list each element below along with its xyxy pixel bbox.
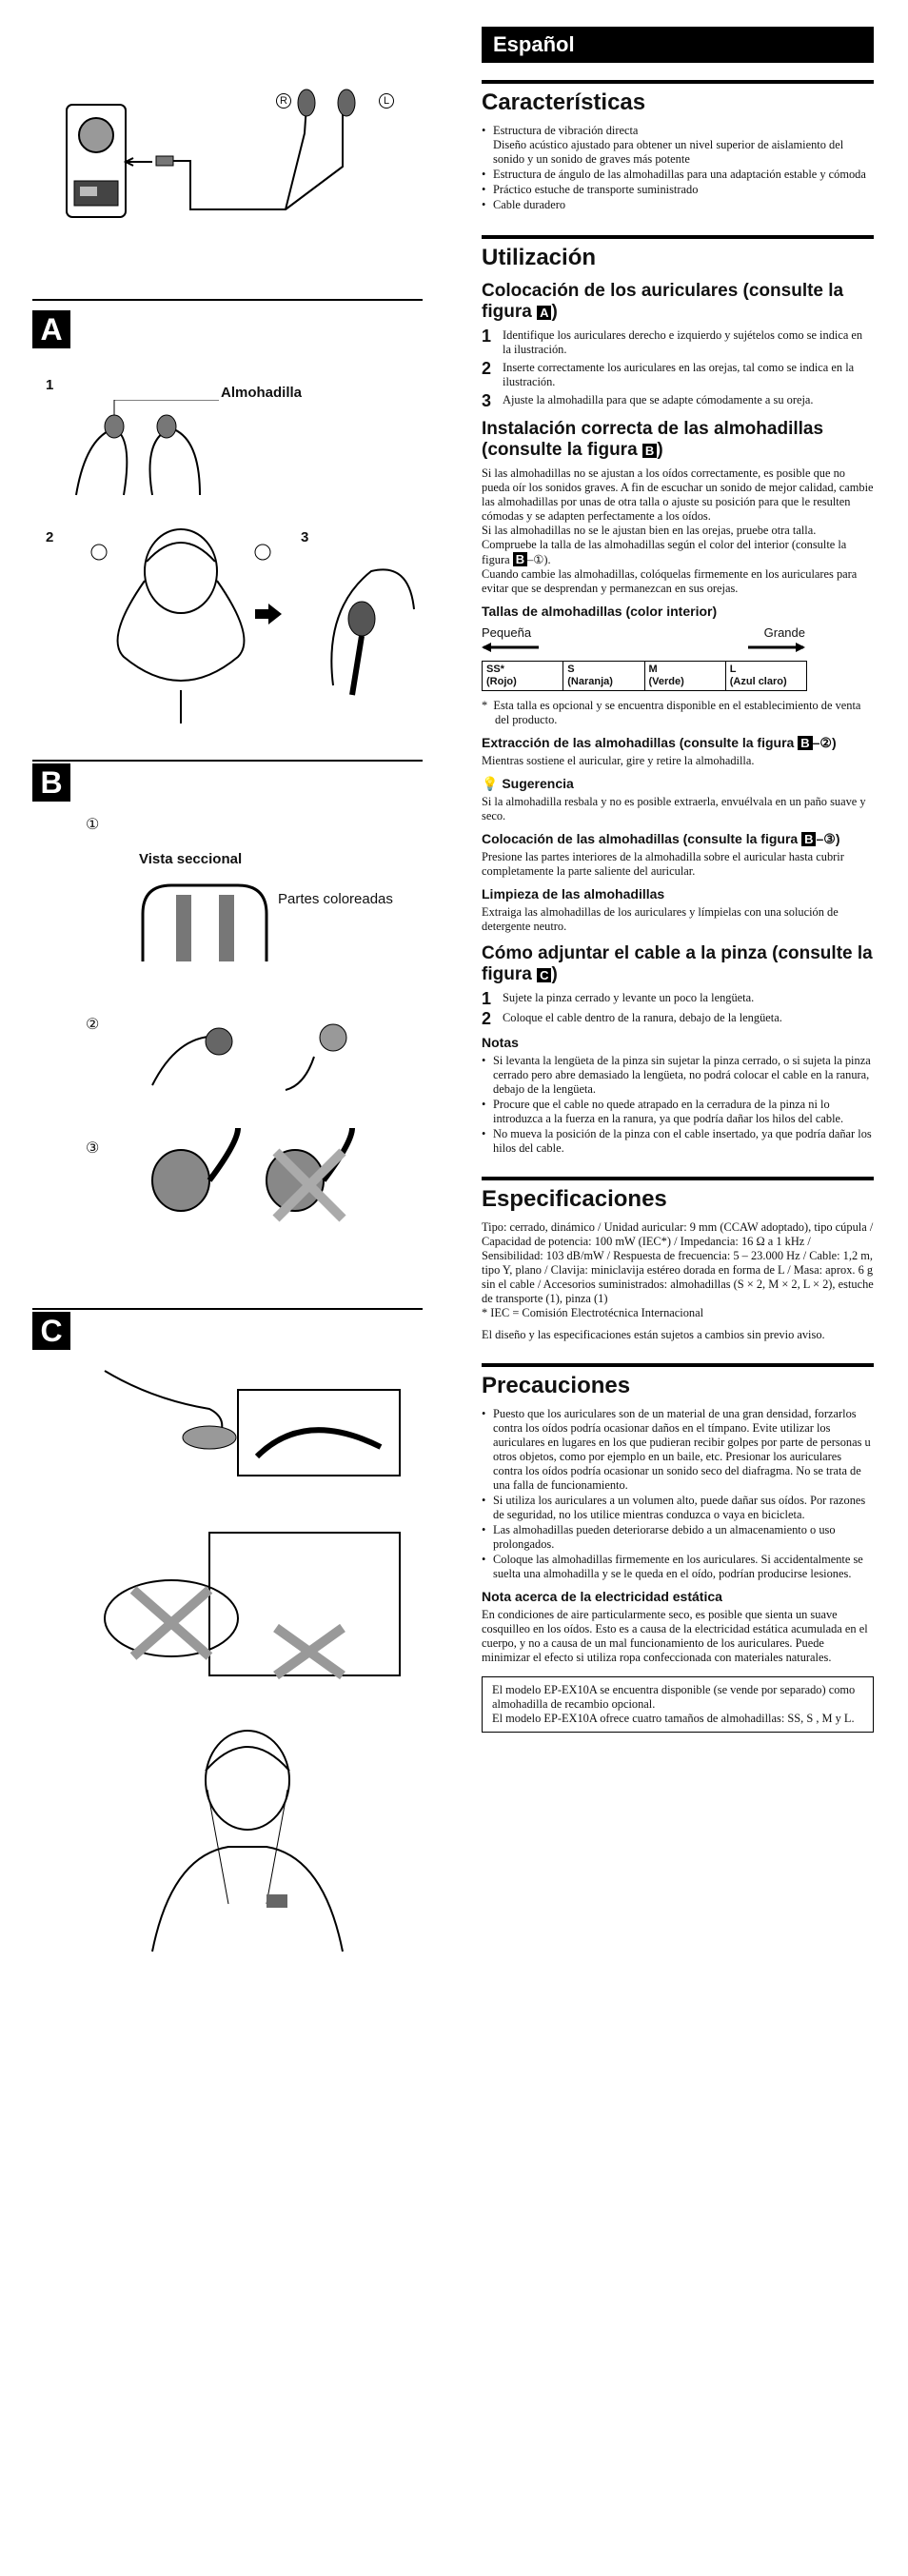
list-item xyxy=(482,124,874,167)
rule-especificaciones xyxy=(482,1177,874,1180)
list-item: • Puesto que los auriculares son de un material de una gran densidad, forzarlos contra los oídos podría ocasionar daños en el tímpano. Evite utilizar los auriculares en lugares en los que pudieran recibir golpes por parte de personas u otros objetos, como por ejemplo en un baile, etc. Presionar los auriculares contra los oídos podría ocasionar un sonido seco del diafragma. No se trata de una falla de funcionamiento. xyxy=(482,1407,874,1493)
step-number: 1 xyxy=(482,327,492,346)
size-color: (Rojo) xyxy=(486,676,517,687)
arrow-right-icon xyxy=(255,604,282,624)
step-item xyxy=(482,1011,874,1027)
step-item xyxy=(482,361,874,389)
figure-ref-b: B xyxy=(642,444,657,458)
step-number: 2 xyxy=(482,1009,492,1028)
step-b2: ② xyxy=(86,1017,100,1033)
lightbulb-icon: 💡 xyxy=(482,776,499,791)
list-item: • Las almohadillas pueden deteriorarse debido a un almacenamiento o uso prolongados. xyxy=(482,1523,874,1552)
large-label: Grande xyxy=(763,625,805,640)
list-item: • Si levanta la lengüeta de la pinza sin sujetar la pinza cerrado, o si sujeta la pinza cerrado pero abre demasiado la lengüeta, no podrá colocar el cable en la ranura, debajo de la lengüeta. xyxy=(482,1054,874,1097)
notas-list xyxy=(482,1054,874,1156)
sugerencia-title xyxy=(482,776,874,792)
size-cell xyxy=(483,662,563,690)
left-mark: L xyxy=(379,93,394,109)
step-b3: ③ xyxy=(86,1140,100,1157)
language-banner: Español xyxy=(482,27,874,63)
illustrations-column xyxy=(0,0,447,2576)
step-text: Coloque el cable dentro de la ranura, debajo de la lengüeta. xyxy=(503,1011,782,1024)
list-item: • Estructura de ángulo de las almohadillas para una adaptación estable y cómoda xyxy=(482,168,874,182)
section-b-rule xyxy=(32,760,423,762)
colocacion-almo-text: Presione las partes interiores de la almohadilla sobre el auricular hasta cubrir completamente la parte saliente del auricular. xyxy=(482,850,844,878)
size-code: M xyxy=(648,664,658,675)
limpieza-title: Limpieza de las almohadillas xyxy=(482,886,665,902)
p2-tail: –①). xyxy=(527,553,551,566)
figure-a3-ear xyxy=(314,552,419,704)
figure-ref-b: B xyxy=(801,832,816,846)
list-item: • Cable duradero xyxy=(482,198,874,212)
precauciones-list xyxy=(482,1407,874,1581)
note-line: El modelo EP-EX10A se encuentra disponible (se vende por separado) como almohadilla de recambio opcional. xyxy=(492,1683,856,1711)
tallas-title: Tallas de almohadillas (color interior) xyxy=(482,604,718,619)
size-cell xyxy=(645,662,726,690)
list-item: • Coloque las almohadillas firmemente en los auriculares. Si accidentalmente se suelta una almohadilla y se le queda en el oído, podrían producirse lesiones. xyxy=(482,1553,874,1581)
section-a-rule xyxy=(32,299,423,301)
estatica-text: En condiciones de aire particularmente seco, es posible que sienta un suave cosquilleo en los oídos. Esto es a causa de la electricidad estática acumulada en el cuerpo, y no a causa de un mal funcionamiento de los auriculares. Puede minimizar el efecto si utiliza ropa confeccionada con materiales naturales. xyxy=(482,1608,868,1664)
design-note: El diseño y las especificaciones están sujetos a cambios sin previo aviso. xyxy=(482,1328,825,1341)
figure-ref-a: A xyxy=(537,306,551,320)
size-color: (Verde) xyxy=(648,676,684,687)
figure-ref-b: B xyxy=(798,736,812,750)
right-mark: R xyxy=(276,93,291,109)
figure-c2-cable xyxy=(95,1514,409,1685)
list-item: • Procure que el cable no quede atrapado en la cerradura de la pinza ni lo introduzca a la fuerza en la ranura, ya que podría dañar los hilos del cable. xyxy=(482,1098,874,1126)
figure-a1-hands xyxy=(57,400,219,505)
colocacion-title-text: Colocación de los auriculares (consulte la figura xyxy=(482,281,844,322)
footnote-text: Esta talla es opcional y se encuentra disponible en el establecimiento de venta del producto. xyxy=(493,699,861,726)
list-item-text: Diseño acústico ajustado para obtener un nivel superior de aislamiento del sonido y un sonido de graves más potente xyxy=(493,138,844,166)
step-text: Identifique los auriculares derecho e izquierdo y sujételos como se indica en la ilustración. xyxy=(503,328,863,356)
step-text: Inserte correctamente los auriculares en las orejas, tal como se indica en la ilustración. xyxy=(503,361,855,388)
figure-c3-wearing xyxy=(133,1714,362,1961)
pinza-steps xyxy=(482,991,874,1027)
colocacion-almo-title xyxy=(482,831,874,847)
figure-c1-clip xyxy=(95,1352,409,1485)
earpiece-label: Almohadilla xyxy=(221,385,303,401)
step-a2: 2 xyxy=(46,529,54,545)
figure-ref-c: C xyxy=(537,968,551,982)
text-column xyxy=(482,27,874,1733)
size-table xyxy=(482,661,807,691)
size-arrows-icon xyxy=(482,643,805,652)
step-item xyxy=(482,393,874,409)
instalacion-p3: Cuando cambie las almohadillas, colóquelas firmemente en los auriculares para evitar que se desprendan y permanezcan en sus orejas. xyxy=(482,567,858,595)
caracteristicas-title: Características xyxy=(482,89,646,115)
size-code: SS* xyxy=(486,664,504,675)
rule-precauciones xyxy=(482,1363,874,1367)
limpieza-text: Extraiga las almohadillas de los auriculares y límpielas con una solución de detergente neutro. xyxy=(482,905,839,933)
size-footnote: * Esta talla es opcional y se encuentra disponible en el establecimiento de venta del producto. xyxy=(482,699,861,726)
especificaciones-title: Especificaciones xyxy=(482,1186,667,1212)
step-item xyxy=(482,991,874,1007)
instalacion-p1: Si las almohadillas no se ajustan a los oídos correctamente, es posible que no pueda oír los sonidos graves. A fin de escuchar un sonido de mejor calidad, cambie las almohadillas por unas de otra talla o ajuste su posición para que le resulten cómodas y se adapten perfectamente a los oídos. xyxy=(482,466,874,523)
product-illustration xyxy=(57,76,419,228)
note-line: El modelo EP-EX10A ofrece cuatro tamaños de almohadillas: SS, S , M y L. xyxy=(492,1712,855,1725)
title-tail: –③) xyxy=(816,831,840,846)
especificaciones-text: Tipo: cerrado, dinámico / Unidad auricular: 9 mm (CCAW adoptado), tipo cúpula / Capacidad de potencia: 100 mW (IEC*) / Impedancia: 16 Ω a 1 kHz / Sensibilidad: 103 dB/mW / Respuesta de frecuencia: 5 – 23.000 Hz / Cable: 1,2 m, tipo Y, plano / Clavija: miniclavija estéreo dorada en forma de L / Masa: aprox. 6 g sin el cable / Accesorios suministrados: almohadillas (S × 2, M × 2, L × 2), estuche de transporte (1), pinza (1) xyxy=(482,1220,874,1305)
instalacion-title-text: Instalación correcta de las almohadillas (consulte la figura xyxy=(482,419,824,460)
replacement-note-box xyxy=(482,1676,874,1733)
colocacion-almo-title-text: Colocación de las almohadillas (consulte la figura xyxy=(482,831,799,846)
figure-b3-attach xyxy=(133,1123,381,1238)
size-cell xyxy=(563,662,644,690)
step-a3: 3 xyxy=(301,529,309,545)
list-item: • No mueva la posición de la pinza con el cable insertado, ya que podría dañar los hilos del cable. xyxy=(482,1127,874,1156)
caracteristicas-list xyxy=(482,124,874,212)
paren: ) xyxy=(551,302,558,322)
notas-title: Notas xyxy=(482,1035,519,1050)
section-letter-b: B xyxy=(32,763,70,802)
step-number: 2 xyxy=(482,359,492,378)
step-b1: ① xyxy=(86,817,100,833)
utilizacion-title: Utilización xyxy=(482,245,597,270)
title-tail: –②) xyxy=(812,735,837,750)
size-code: L xyxy=(729,664,737,675)
step-number: 3 xyxy=(482,391,492,410)
size-color: (Naranja) xyxy=(567,676,613,687)
small-label: Pequeña xyxy=(482,625,532,640)
step-a1: 1 xyxy=(46,377,54,393)
section-letter-a: A xyxy=(32,310,70,348)
step-number: 1 xyxy=(482,989,492,1008)
step-item xyxy=(482,328,874,357)
list-item: • Si utiliza los auriculares a un volumen alto, puede dañar sus oídos. Por razones de seguridad, no los utilice mientras conduzca o vaya en bicicleta. xyxy=(482,1494,874,1522)
instalacion-p2 xyxy=(482,524,874,567)
figure-b1-cross-section xyxy=(133,876,276,971)
extraccion-text: Mientras sostiene el auricular, gire y retire la almohadilla. xyxy=(482,754,755,767)
list-item: • Práctico estuche de transporte suministrado xyxy=(482,183,874,197)
sugerencia-text: Si la almohadilla resbala y no es posible extraerla, envuélvala en un paño suave y seco. xyxy=(482,795,866,822)
rule-caracteristicas xyxy=(482,80,874,84)
step-text: Sujete la pinza cerrado y levante un poco la lengüeta. xyxy=(503,991,755,1004)
size-code: S xyxy=(567,664,575,675)
colocacion-title xyxy=(482,281,874,323)
section-letter-c: C xyxy=(32,1312,70,1350)
rule-utilizacion xyxy=(482,235,874,239)
extraccion-title-text: Extracción de las almohadillas (consulte la figura xyxy=(482,735,795,750)
estatica-title: Nota acerca de la electricidad estática xyxy=(482,1589,722,1604)
iec-note: * IEC = Comisión Electrotécnica Internacional xyxy=(482,1306,704,1319)
colocacion-steps xyxy=(482,328,874,409)
section-c-rule xyxy=(32,1308,423,1310)
step-text: Ajuste la almohadilla para que se adapte cómodamente a su oreja. xyxy=(503,393,814,406)
size-scale xyxy=(482,625,805,640)
sugerencia-title-text: Sugerencia xyxy=(502,776,574,791)
instalacion-title xyxy=(482,419,874,461)
size-cell xyxy=(726,662,806,690)
p2-text: Si las almohadillas no se le ajustan bien en las orejas, pruebe otra talla. Compruebe la talla de las almohadillas según el color del interior (consulte la figura xyxy=(482,524,847,566)
size-color: (Azul claro) xyxy=(729,676,787,687)
paren: ) xyxy=(551,964,558,984)
figure-b2-remove xyxy=(143,1000,390,1095)
paren: ) xyxy=(657,440,663,460)
figure-ref-b: B xyxy=(513,552,527,566)
colored-parts-label: Partes coloreadas xyxy=(278,891,393,907)
pinza-title xyxy=(482,943,874,985)
pinza-title-text: Cómo adjuntar el cable a la pinza (consulte la figura xyxy=(482,943,873,984)
extraccion-title xyxy=(482,735,874,751)
list-item-text: Estructura de vibración directa xyxy=(493,124,639,137)
cross-section-label: Vista seccional xyxy=(139,851,243,867)
precauciones-title: Precauciones xyxy=(482,1373,631,1398)
